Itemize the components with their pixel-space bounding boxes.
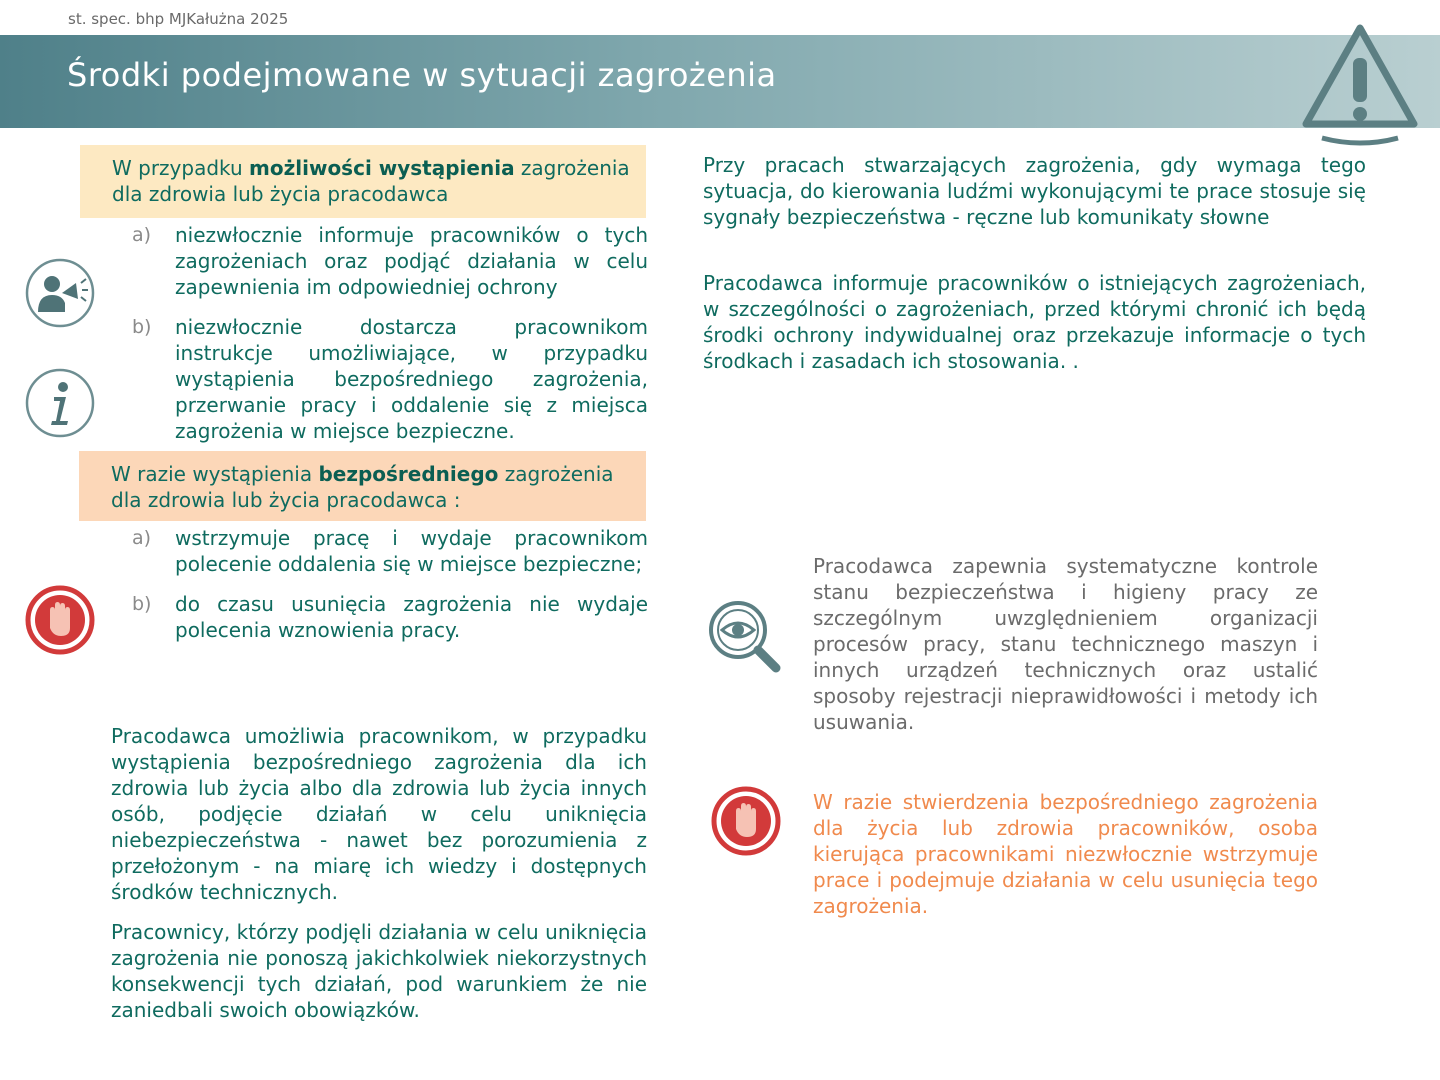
- list-item-text: wstrzymuje pracę i wydaje pracownikom polecenie oddalenia się w miejsce bezpieczne;: [175, 526, 648, 576]
- immediate-threat-list: [130, 525, 648, 657]
- list-marker: a): [132, 527, 152, 549]
- list-marker: a): [132, 224, 152, 246]
- callout-text-post: zagrożenia dla zdrowia lub życia pracodawca: [112, 156, 630, 206]
- no-consequences-paragraph: Pracownicy, którzy podjęli działania w celu uniknięcia zagrożenia nie ponoszą jakichkolwiek niekorzystnych konsekwencji tych działań, pod warunkiem że nie zaniedbali swoich obowiązków.: [111, 920, 647, 1022]
- list-item: [130, 525, 648, 577]
- callout-text-bold: możliwości wystąpienia: [249, 156, 515, 180]
- page-title: Środki podejmowane w sytuacji zagrożenia: [67, 56, 777, 94]
- list-item-text: niezwłocznie dostarcza pracownikom instrukcje umożliwiające, w przypadku wystąpienia bezpośredniego zagrożenia, przerwanie pracy i oddalenie się z miejsca zagrożenia w miejsce bezpieczne.: [175, 315, 648, 443]
- possible-threat-list: [130, 222, 648, 458]
- inform-employees-paragraph: Pracodawca informuje pracowników o istniejących zagrożeniach, w szczególności o zagrożeniach, przed którymi chronić ich będą środki ochrony indywidualnej oraz przekazuje informacje o tych środkach i zasadach ich stosowania. .: [703, 271, 1366, 373]
- safety-inspections-paragraph: Pracodawca zapewnia systematyczne kontrole stanu bezpieczeństwa i higieny pracy ze szczególnym uwzględnieniem organizacji procesów pracy, stanu technicznego maszyn i innych urządzeń technicznych oraz ustalić sposoby rejestracji nieprawidłowości i metody ich usuwania.: [813, 554, 1318, 734]
- list-marker: b): [132, 316, 152, 338]
- author-footer: st. spec. bhp MJKałużna 2025: [68, 10, 289, 28]
- immediate-threat-callout: [79, 451, 646, 521]
- info-icon: [24, 367, 96, 439]
- list-item: [130, 222, 648, 300]
- callout-text-pre: W przypadku: [112, 156, 250, 180]
- list-item-text: do czasu usunięcia zagrożenia nie wydaje polecenia wznowienia pracy.: [175, 592, 648, 642]
- warning-triangle-icon: [1300, 20, 1420, 146]
- list-item: [130, 591, 648, 643]
- magnifier-eye-icon: [706, 598, 782, 674]
- list-item: [130, 314, 648, 444]
- person-megaphone-icon: [24, 257, 96, 329]
- stop-hand-icon: [24, 584, 96, 656]
- callout-text-bold: bezpośredniego: [318, 462, 499, 486]
- callout-text-pre: W razie wystąpienia: [111, 462, 319, 486]
- list-item-text: niezwłocznie informuje pracowników o tych zagrożeniach oraz podjąć działania w celu zapewnienia im odpowiedniej ochrony: [175, 223, 648, 299]
- stop-hand-icon: [710, 785, 782, 857]
- stop-work-paragraph: W razie stwierdzenia bezpośredniego zagrożenia dla życia lub zdrowia pracowników, osoba kierująca pracownikami niezwłocznie wstrzymuje prace i podejmuje działania w celu usunięcia tego zagrożenia.: [813, 790, 1318, 918]
- safety-signals-paragraph: Przy pracach stwarzających zagrożenia, gdy wymaga tego sytuacja, do kierowania ludźmi wykonującymi te prace stosuje się sygnały bezpieczeństwa - ręczne lub komunikaty słowne: [703, 153, 1366, 229]
- employee-action-paragraph: Pracodawca umożliwia pracownikom, w przypadku wystąpienia bezpośredniego zagrożenia dla ich zdrowia lub życia albo dla zdrowia lub życia innych osób, podjęcie działań w celu uniknięcia niebezpieczeństwa - nawet bez porozumienia z przełożonym - na miarę ich wiedzy i dostępnych środków technicznych.: [111, 724, 647, 904]
- possible-threat-callout: [80, 145, 646, 218]
- callout-text-post: zagrożenia dla zdrowia lub życia pracodawca :: [111, 462, 614, 512]
- list-marker: b): [132, 593, 152, 615]
